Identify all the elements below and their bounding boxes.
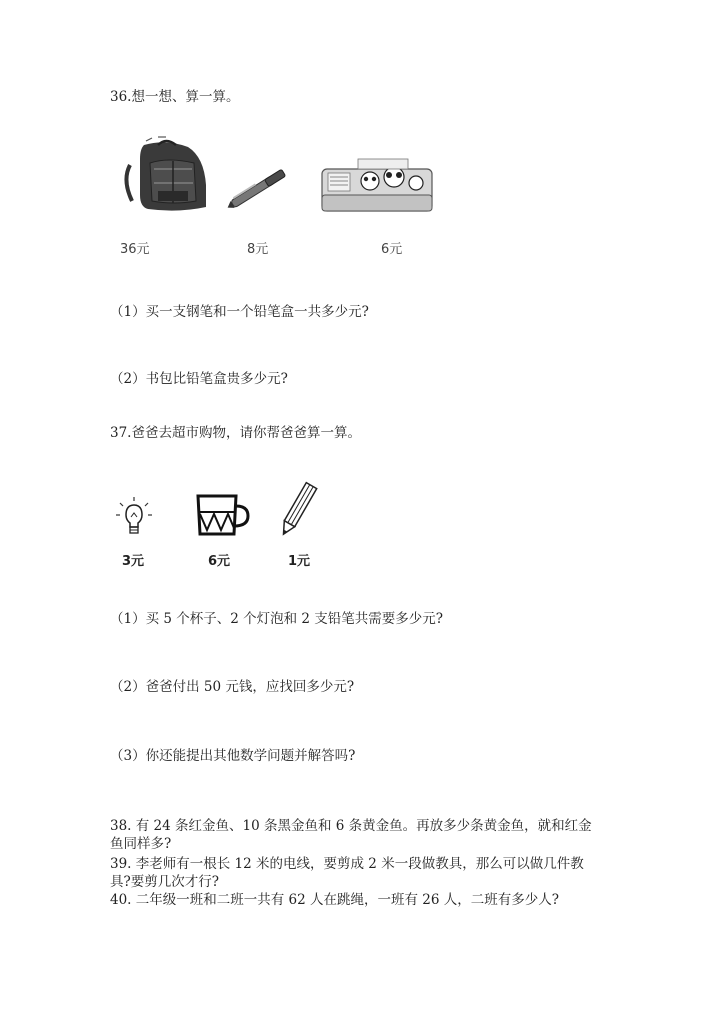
q36-title: 36.想一想、算一算。 <box>110 89 240 105</box>
cup-icon <box>194 490 252 544</box>
q38-line2: 鱼同样多? <box>110 836 172 852</box>
cup-price: 6元 <box>208 554 231 569</box>
pencil-case-price: 6元 <box>381 242 403 257</box>
backpack-icon <box>118 135 213 219</box>
bulb-price: 3元 <box>122 554 145 569</box>
q39-line2: 具?要剪几次才行? <box>110 874 219 890</box>
light-bulb-icon <box>114 495 154 541</box>
pencil-icon <box>278 478 318 544</box>
pen-price: 8元 <box>247 242 269 257</box>
q37-title: 37.爸爸去超市购物，请你帮爸爸算一算。 <box>110 425 361 441</box>
q40-line1: 40. 二年级一班和二班一共有 62 人在跳绳，一班有 26 人，二班有多少人? <box>110 892 560 908</box>
q37-sub1: （1）买 5 个杯子、2 个灯泡和 2 支铅笔共需要多少元? <box>110 611 444 627</box>
q36-sub1: （1）买一支钢笔和一个铅笔盒一共多少元? <box>110 304 369 320</box>
pen-icon <box>222 160 297 219</box>
q37-sub3: （3）你还能提出其他数学问题并解答吗? <box>110 748 356 764</box>
q36-sub2: （2）书包比铅笔盒贵多少元? <box>110 371 288 387</box>
q38-line1: 38. 有 24 条红金鱼、10 条黑金鱼和 6 条黄金鱼。再放多少条黄金鱼，就和红金 <box>110 818 592 834</box>
q39-line1: 39. 李老师有一根长 12 米的电线，要剪成 2 米一段做教具，那么可以做几件教 <box>110 856 584 872</box>
pencil-price: 1元 <box>288 554 311 569</box>
pencil-case-icon <box>318 155 436 219</box>
backpack-price: 36元 <box>120 242 150 257</box>
q37-sub2: （2）爸爸付出 50 元钱，应找回多少元? <box>110 679 355 695</box>
